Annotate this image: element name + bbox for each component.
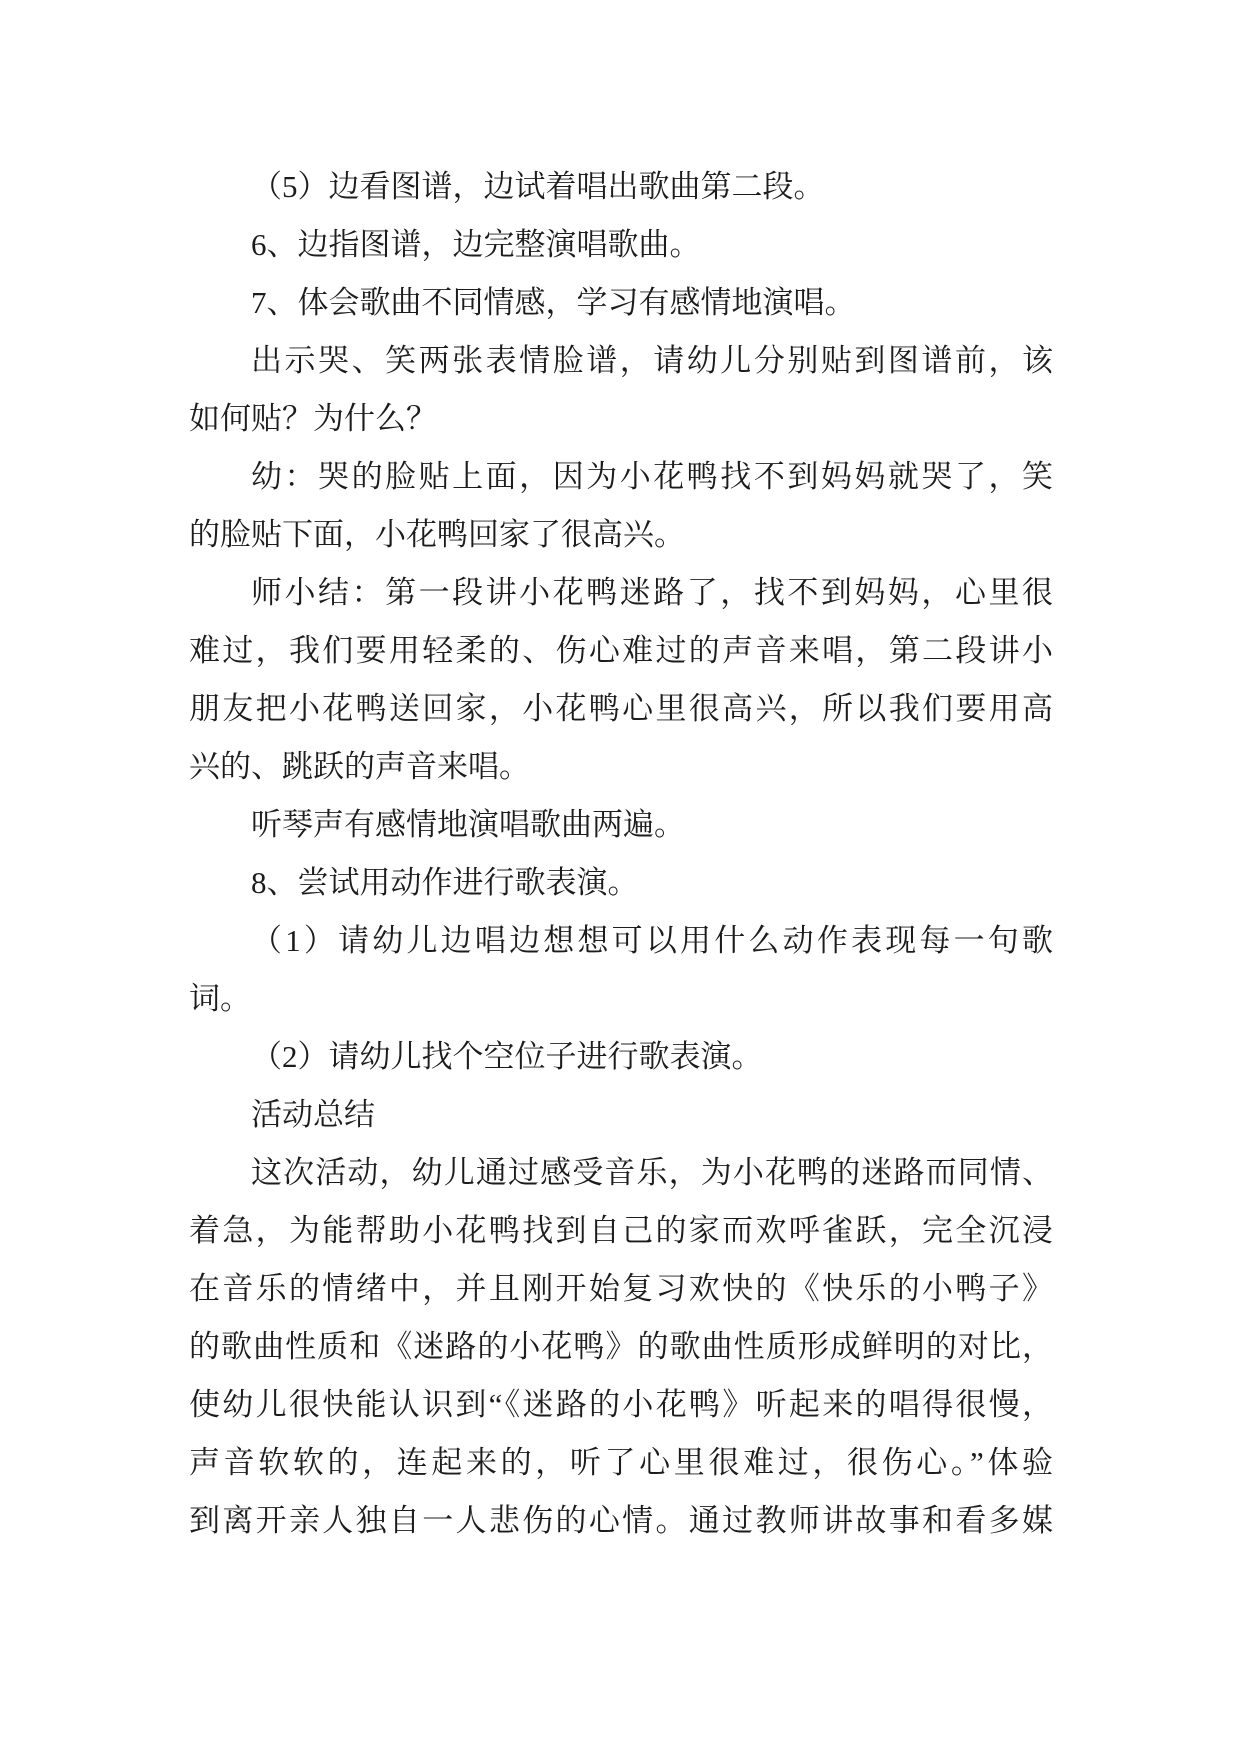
text-line: 这次活动，幼儿通过感受音乐，为小花鸭的迷路而同情、 <box>251 1155 1053 1190</box>
text-line: 兴的、跳跃的声音来唱。 <box>189 749 530 784</box>
text-line: 的歌曲性质和《迷路的小花鸭》的歌曲性质形成鲜明的对比， <box>189 1329 1053 1364</box>
document-body <box>189 158 1053 1550</box>
text-line: 活动总结 <box>251 1097 375 1132</box>
text-line: （5）边看图谱，边试着唱出歌曲第二段。 <box>251 169 825 204</box>
text-line: （2）请幼儿找个空位子进行歌表演。 <box>251 1039 763 1074</box>
text-line: 朋友把小花鸭送回家，小花鸭心里很高兴，所以我们要用高 <box>189 691 1053 726</box>
text-line: 幼：哭的脸贴上面，因为小花鸭找不到妈妈就哭了，笑 <box>251 459 1053 494</box>
text-line: 师小结：第一段讲小花鸭迷路了，找不到妈妈，心里很 <box>251 575 1053 610</box>
text-line: 6、边指图谱，边完整演唱歌曲。 <box>251 227 701 262</box>
text-line: 出示哭、笑两张表情脸谱，请幼儿分别贴到图谱前，该 <box>251 343 1053 378</box>
text-line: 词。 <box>189 981 251 1016</box>
text-line: 到离开亲人独自一人悲伤的心情。通过教师讲故事和看多媒 <box>189 1503 1053 1538</box>
text-line: 在音乐的情绪中，并且刚开始复习欢快的《快乐的小鸭子》 <box>189 1271 1053 1306</box>
text-line: 使幼儿很快能认识到“《迷路的小花鸭》听起来的唱得很慢， <box>189 1387 1053 1422</box>
text-line: 的脸贴下面，小花鸭回家了很高兴。 <box>189 517 685 552</box>
text-line: 8、尝试用动作进行歌表演。 <box>251 865 639 900</box>
text-line: 着急，为能帮助小花鸭找到自己的家而欢呼雀跃，完全沉浸 <box>189 1213 1053 1248</box>
text-line: 声音软软的，连起来的，听了心里很难过，很伤心。”体验 <box>189 1445 1053 1480</box>
text-line: 7、体会歌曲不同情感，学习有感情地演唱。 <box>251 285 856 320</box>
text-line: 难过，我们要用轻柔的、伤心难过的声音来唱，第二段讲小 <box>189 633 1053 668</box>
text-line: 如何贴？为什么？ <box>189 401 437 436</box>
text-line: （1）请幼儿边唱边想想可以用什么动作表现每一句歌 <box>251 923 1053 958</box>
text-line: 听琴声有感情地演唱歌曲两遍。 <box>251 807 685 842</box>
